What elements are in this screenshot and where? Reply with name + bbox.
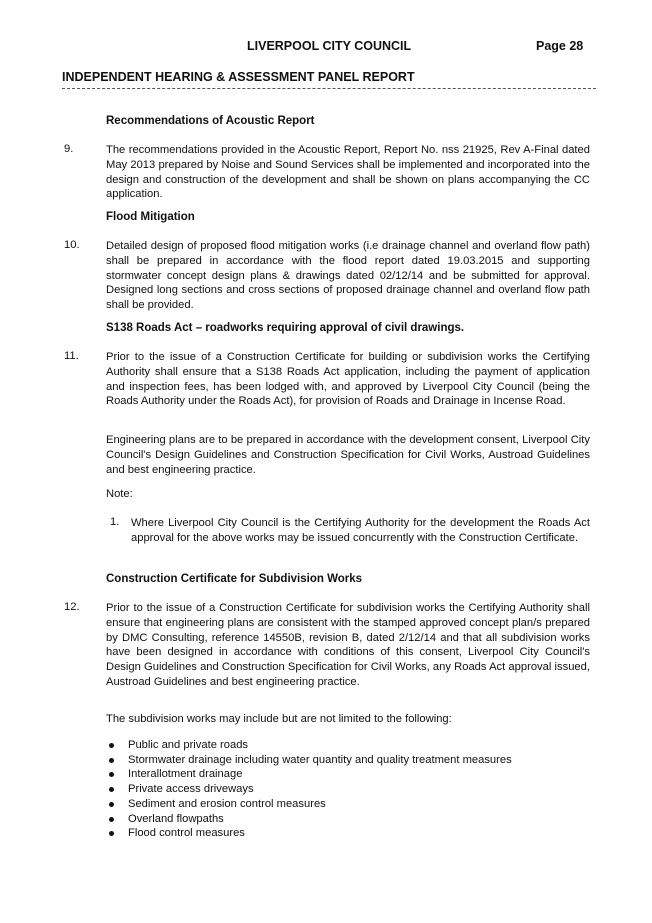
condition-number-10: 10. (64, 239, 80, 251)
list-item: Overland flowpaths (106, 812, 512, 827)
section-heading-flood: Flood Mitigation (106, 211, 195, 223)
list-item: Interallotment drainage (106, 767, 512, 782)
bullet-icon (109, 802, 114, 807)
report-title: INDEPENDENT HEARING & ASSESSMENT PANEL REPORT (62, 70, 415, 84)
list-item: Private access driveways (106, 782, 512, 797)
list-item: Public and private roads (106, 738, 512, 753)
bullet-icon (109, 787, 114, 792)
bullet-icon (109, 831, 114, 836)
condition-text-11-engineering: Engineering plans are to be prepared in accordance with the development consent, Liverpool City Council's Design Guidelines and Construction Specification for Civil Works, Austroad Guidelines and best engineering practice. (106, 434, 590, 476)
list-item: Flood control measures (106, 826, 512, 841)
bullet-icon (109, 772, 114, 777)
bullet-icon (109, 743, 114, 748)
header-divider (62, 88, 596, 89)
condition-text-12: Prior to the issue of a Construction Certificate for subdivision works the Certifying Authority shall ensure that engineering plans are consistent with the stamped approved concept plan/s prepared by DMC Consulting, reference 14550B, revision B, dated 2/12/14 and that all subdivision works have been designed in accordance with conditions of this consent, Liverpool City Council's Design Guidelines and Construction Specification for Civil Works, any Roads Act approval issued, Austroad Guidelines and best engineering practice. (106, 602, 590, 688)
section-heading-roads: S138 Roads Act – roadworks requiring approval of civil drawings. (106, 322, 465, 334)
page-number: Page 28 (536, 39, 584, 53)
condition-number-9: 9. (64, 143, 74, 155)
section-heading-acoustic: Recommendations of Acoustic Report (106, 115, 315, 127)
condition-number-11: 11. (64, 350, 79, 362)
list-item: Stormwater drainage including water quantity and quality treatment measures (106, 753, 512, 768)
condition-text-12-works: The subdivision works may include but are not limited to the following: (106, 713, 452, 725)
council-name: LIVERPOOL CITY COUNCIL (247, 39, 412, 53)
bullet-icon (109, 817, 114, 822)
list-item: Sediment and erosion control measures (106, 797, 512, 812)
bullet-icon (109, 758, 114, 763)
note-text-1: Where Liverpool City Council is the Certifying Authority for the development the Roads Act approval for the above works may be issued concurrently with the Construction Certificate. (131, 517, 590, 544)
condition-text-11: Prior to the issue of a Construction Certificate for building or subdivision works the Certifying Authority shall ensure that a S138 Roads Act application, including the payment of application and inspection fees, has been lodged with, and approved by Liverpool City Council (being the Roads Authority under the Roads Act), for provision of Roads and Drainage in Incense Road. (106, 351, 590, 408)
condition-text-10: Detailed design of proposed flood mitigation works (i.e drainage channel and overland flow path) shall be prepared in accordance with the flood report dated 19.03.2015 and supporting stormwater concept design plans & drawings dated 02/12/14 and be submitted for approval. Designed long sections and cross sections of proposed drainage channel and overland flow path shall be provided. (106, 240, 590, 312)
condition-text-9: The recommendations provided in the Acoustic Report, Report No. nss 21925, Rev A-Final dated May 2013 prepared by Noise and Sound Services shall be implemented and incorporated into the design and construction of the development and shall be shown on plans accompanying the CC application. (106, 144, 590, 201)
section-heading-subdivision: Construction Certificate for Subdivision Works (106, 573, 363, 585)
condition-number-12: 12. (64, 601, 80, 613)
subdivision-works-list (106, 738, 512, 841)
note-label: Note: (106, 488, 133, 500)
note-number-1: 1. (110, 516, 120, 528)
